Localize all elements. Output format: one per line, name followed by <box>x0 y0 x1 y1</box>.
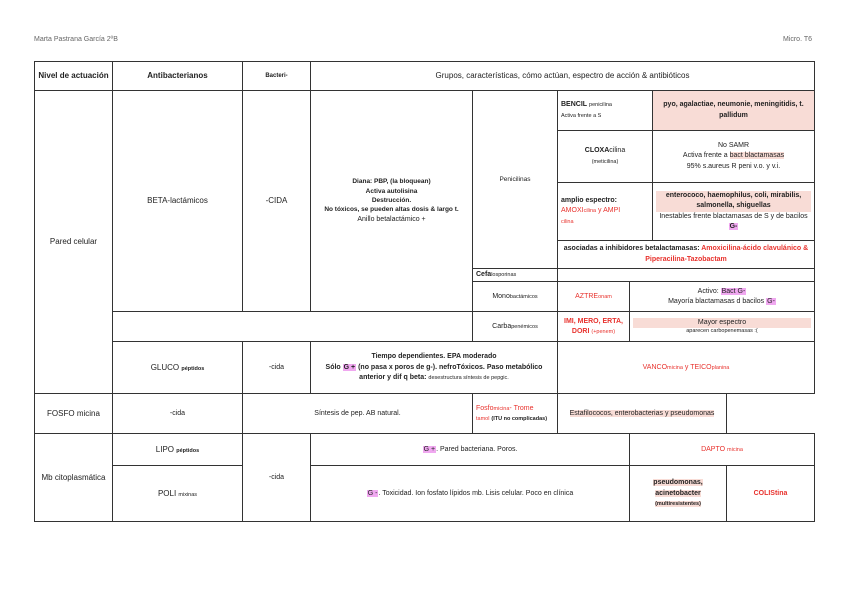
bencil-name: BENCIL <box>561 101 588 109</box>
gluco-line-2b: (no pasa x poros de g-). nefroTóxicos. Paso metabólico anterior y dif q beta: <box>356 363 543 381</box>
poli-desc: . Toxicidad. Ion fosfato lípidos mb. Lisis celular. Poco en clínica <box>378 489 574 497</box>
diana-text: Diana: PBP, (la bloquean) <box>352 178 431 186</box>
gluco-line-2c: desestructura síntesis de pepgic. <box>428 374 509 381</box>
cefa-empty-cell <box>558 269 815 282</box>
anillo-text: Anillo betalactámico + <box>357 215 426 223</box>
gluco-g-plus: G + <box>343 363 356 371</box>
lipo-desc: . Pared bacteriana. Poros. <box>436 445 518 453</box>
dapto-drug: DAPTO <box>701 445 726 453</box>
trome-drug: - Trome <box>509 404 534 412</box>
penicilinas-cell: Penicilinas <box>473 91 558 269</box>
poli-note: (multiresistentes) <box>655 500 701 507</box>
poli-spectrum-cell <box>630 466 727 522</box>
poli-suffix: mixinas <box>178 491 198 498</box>
gluco-suffix: péptidos <box>181 365 205 372</box>
fosfo-cell <box>35 394 113 434</box>
fosfo-drug-suffix: micina <box>493 405 510 412</box>
no-toxicos-text: No tóxicos, se pueden altas dosis & largo t. <box>324 206 459 214</box>
cloxa-spectrum <box>653 131 815 183</box>
mb-effect: -cida <box>243 434 311 522</box>
gluco-name: GLUCO <box>150 362 180 372</box>
carba-drugs-suffix: (+penem) <box>591 328 616 335</box>
fosfo-spectrum: Estafilococos, enterobacterias y pseudomonas <box>569 409 715 417</box>
fosfo-suffix: micina <box>76 408 100 418</box>
lipo-drug-cell <box>630 434 815 466</box>
gluco-and: y <box>682 363 691 371</box>
ampi-drug: y AMPI <box>596 207 621 215</box>
cefa-name: Cefa <box>476 271 492 278</box>
lipo-name: LIPO <box>155 444 175 454</box>
beta-lactamicos-cell: BETA-lactámicos <box>113 91 243 312</box>
cloxa-line-2 <box>656 151 811 161</box>
ampi-suffix: cilina <box>561 218 574 225</box>
mono-suffix: bactámicos <box>509 293 538 300</box>
mono-note-1a: Activo: <box>697 287 721 295</box>
carba-name: Carba <box>492 322 512 330</box>
pared-celular-cell: Pared celular <box>35 91 113 394</box>
bencil-suffix: penicilina <box>589 102 612 109</box>
col-header-antibacterianos: Antibacterianos <box>113 62 243 91</box>
vanco-drug: VANCO <box>642 363 668 371</box>
cloxa-line-2b: bact blactamasas <box>729 152 785 160</box>
mono-cell <box>473 282 558 312</box>
gluco-description <box>311 342 558 394</box>
poli-name: POLI <box>157 488 177 498</box>
cloxa-cell <box>558 131 653 183</box>
amplio-label: amplio espectro: <box>561 197 618 205</box>
mono-note-1 <box>633 287 811 297</box>
asociadas-cell <box>558 241 815 269</box>
asociadas-label: asociadas a inhibidores betalactamasas: <box>563 245 702 253</box>
dapto-suffix: micina <box>727 446 743 453</box>
mono-drug-suffix: onam <box>598 293 612 300</box>
fosfo-description: Síntesis de pep. AB natural. <box>243 394 473 434</box>
teico-drug: TEICO <box>690 363 712 371</box>
beta-description-cell <box>311 91 473 312</box>
lipo-description <box>311 434 630 466</box>
mono-note-2-text: Mayoría blactamasas d bacilos <box>668 297 767 305</box>
cloxa-line-1: No SAMR <box>717 142 750 150</box>
mb-citoplasmatica-cell: Mb citoplasmática <box>35 434 113 522</box>
mono-note-2 <box>633 297 811 307</box>
cefa-cell <box>473 269 558 282</box>
header-row <box>35 62 815 91</box>
antibacterial-table <box>34 61 815 522</box>
mono-name: Mono <box>492 292 510 300</box>
mono-g-minus: G- <box>767 297 775 305</box>
colis-suffix: tina <box>774 489 788 497</box>
cloxa-line-2a: Activa frente a <box>682 152 730 160</box>
gluco-cell <box>113 342 243 394</box>
col-header-nivel: Nivel de actuación <box>35 62 113 91</box>
carba-cell <box>473 312 558 342</box>
col-header-grupos: Grupos, características, cómo actúan, espectro de acción & antibióticos <box>311 62 815 91</box>
col-header-bacteri: Bacteri- <box>243 62 311 91</box>
bencil-cell <box>558 91 653 131</box>
cloxa-note: (meticilina) <box>591 158 619 165</box>
activa-text: Activa autolisina <box>365 187 418 195</box>
carba-suffix: penémicos <box>511 323 538 330</box>
amplio-cell <box>558 183 653 241</box>
lipo-suffix: péptidos <box>176 447 200 454</box>
cloxa-line-3: 95% s.aureus R peni v.o. y v.i. <box>686 162 781 170</box>
trome-suffix: tamol <box>476 415 490 422</box>
poli-drug-cell <box>727 466 815 522</box>
gluco-effect: -cida <box>243 342 311 394</box>
fosfo-effect: -cida <box>113 394 243 434</box>
subject-header: Micro. T6 <box>782 36 812 43</box>
gluco-line-1: Tiempo dependientes. EPA moderado <box>371 353 497 361</box>
mono-drug-cell <box>558 282 630 312</box>
destruccion-text: Destrucción. <box>371 197 412 204</box>
fosfo-drug: Fosfo <box>476 404 494 412</box>
colis-drug: COLIS <box>753 489 775 497</box>
mono-drug: AZTRE <box>575 292 599 300</box>
carba-drug-cell <box>558 312 630 342</box>
mono-note-cell <box>630 282 815 312</box>
poli-g-minus: G - <box>367 489 378 497</box>
amplio-g-minus: G- <box>729 222 738 230</box>
amplio-line-2-text: Inestables frente blactamasas de S y de bacilos <box>659 212 808 220</box>
gluco-line-2 <box>314 363 554 383</box>
asociadas-drugs: Amoxicilina-ácido clavulánico & Piperacilina-Tazobactam <box>645 245 809 263</box>
carba-note: Mayor espectro <box>633 318 811 328</box>
carba-note-2: aparecen carbopenemasas :( <box>686 327 758 334</box>
cefa-suffix: losporinas <box>491 272 517 278</box>
vanco-suffix: micina <box>667 364 683 371</box>
carba-note-cell <box>630 312 815 342</box>
gluco-drugs <box>558 342 815 394</box>
author-header: Marta Pastrana García 2ºB <box>34 36 118 43</box>
poli-description <box>311 466 630 522</box>
amoxi-drug: AMOXI <box>561 207 584 215</box>
beta-effect-cell: -CIDA <box>243 91 311 312</box>
poli-cell <box>113 466 243 522</box>
cloxa-name: CLOXA <box>584 147 610 155</box>
amplio-spectrum: enterococo, haemophilus, coli, mirabilis, salmonella, shiguellas <box>656 191 811 211</box>
amoxi-suffix: cilina <box>583 208 597 215</box>
mono-note-1b: Bact G- <box>721 287 746 295</box>
bencil-note: Activa frente a S <box>561 112 602 119</box>
gluco-line-2a: Sólo <box>325 363 343 371</box>
fosfo-drug-note: (ITU no complicadas) <box>491 415 548 422</box>
fosfo-drug-cell <box>473 394 558 434</box>
amplio-line-2 <box>656 212 811 232</box>
carba-drugs: IMI, MERO, ERTA, DORI <box>564 317 623 335</box>
fosfo-spectrum-cell <box>558 394 727 434</box>
lipo-g-plus: G + <box>423 445 436 453</box>
lipo-cell <box>113 434 243 466</box>
amplio-spectrum-cell <box>653 183 815 241</box>
bencil-spectrum: pyo, agalactiae, neumonie, meningitidis, t. pallidum <box>653 91 815 131</box>
fosfo-name: FOSFO <box>47 408 75 418</box>
carba-left-blank <box>113 312 473 342</box>
cloxa-suffix: cilina <box>609 147 626 155</box>
teico-suffix: planina <box>711 364 730 371</box>
poli-spectrum: pseudomonas, acinetobacter <box>653 479 703 497</box>
